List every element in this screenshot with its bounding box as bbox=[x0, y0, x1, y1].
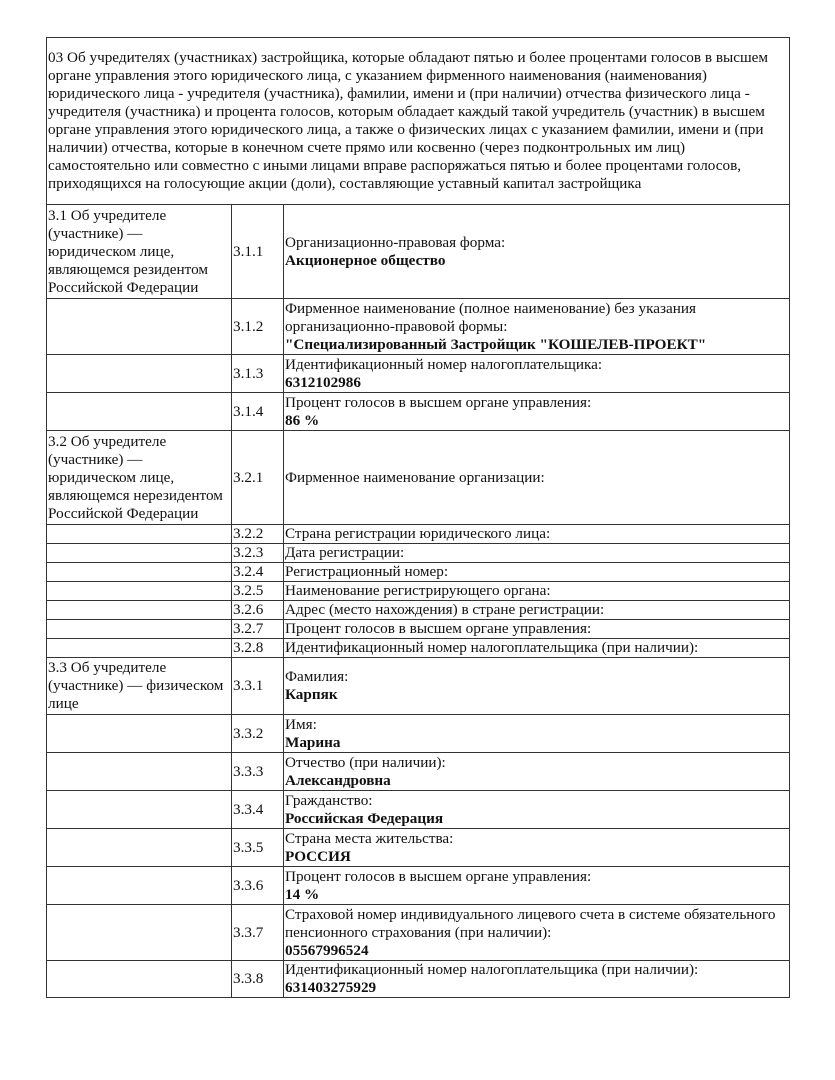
field-value: Российская Федерация bbox=[285, 809, 444, 827]
field-label: Фамилия: bbox=[285, 668, 349, 685]
field-value: РОССИЯ bbox=[285, 847, 351, 865]
row-content bbox=[284, 829, 790, 867]
empty-cell bbox=[47, 620, 232, 639]
row-content bbox=[284, 393, 790, 431]
section-title-3-1: 3.1 Об учредителе (участнике) — юридическом лице, являющемся резидентом Российской Федерации bbox=[47, 205, 232, 299]
empty-cell bbox=[47, 753, 232, 791]
field-label: Гражданство: bbox=[285, 791, 373, 809]
field-label: Идентификационный номер налогоплательщика (при наличии): bbox=[285, 961, 699, 978]
field-value: 05567996524 bbox=[285, 941, 369, 959]
row-number: 3.2.3 bbox=[232, 544, 284, 563]
field-label: Процент голосов в высшем органе управления: bbox=[285, 393, 592, 411]
row-content bbox=[284, 867, 790, 905]
field-label: Фирменное наименование (полное наименование) без указания организационно-правовой формы: bbox=[285, 299, 696, 335]
section-title-3-3: 3.3 Об учредителе (участнике) — физическом лице bbox=[47, 658, 232, 715]
row-number: 3.1.3 bbox=[232, 355, 284, 393]
row-content bbox=[284, 905, 790, 961]
empty-cell bbox=[47, 563, 232, 582]
empty-cell bbox=[47, 905, 232, 961]
field-label: Регистрационный номер: bbox=[284, 563, 790, 582]
table-row bbox=[47, 601, 790, 620]
table-row bbox=[47, 582, 790, 601]
row-number: 3.3.4 bbox=[232, 791, 284, 829]
row-number: 3.3.2 bbox=[232, 715, 284, 753]
table-row bbox=[47, 715, 790, 753]
empty-cell bbox=[47, 791, 232, 829]
table-row bbox=[47, 867, 790, 905]
founders-table bbox=[46, 37, 790, 998]
row-number: 3.1.1 bbox=[232, 205, 284, 299]
table-row bbox=[47, 639, 790, 658]
empty-cell bbox=[47, 393, 232, 431]
field-value: "Специализированный Застройщик "КОШЕЛЕВ-ПРОЕКТ" bbox=[285, 335, 707, 353]
field-value: 14 % bbox=[285, 885, 320, 903]
field-label: Страховой номер индивидуального лицевого счета в системе обязательного пенсионного страхования (при наличии): bbox=[285, 905, 776, 941]
row-content bbox=[284, 715, 790, 753]
field-label: Фирменное наименование организации: bbox=[285, 468, 545, 486]
row-content bbox=[284, 658, 790, 715]
row-number: 3.2.1 bbox=[232, 431, 284, 525]
row-number: 3.3.5 bbox=[232, 829, 284, 867]
table-row bbox=[47, 791, 790, 829]
row-content bbox=[284, 355, 790, 393]
empty-cell bbox=[47, 525, 232, 544]
field-value: Марина bbox=[285, 733, 341, 751]
field-label: Идентификационный номер налогоплательщика (при наличии): bbox=[284, 639, 790, 658]
table-row bbox=[47, 905, 790, 961]
table-row bbox=[47, 205, 790, 299]
field-label: Адрес (место нахождения) в стране регистрации: bbox=[284, 601, 790, 620]
section-header: 03 Об учредителях (участниках) застройщика, которые обладают пятью и более процентами голосов в высшем органе управления этого юридического лица, с указанием фирменного наименования (наименования) юридического лица - учредителя (участника), фамилии, имени и (при наличии) отчества физического лица - учредителя (участника) и процента голосов, которым обладает каждый такой учредитель (участник) в высшем органе управления этого юридического лица, а также о физических лицах с указанием фамилии, имени и (при наличии) отчества, которые в конечном счете прямо или косвенно (через подконтрольных им лиц) самостоятельно или совместно с иными лицами вправе распоряжаться пятью и более процентами голосов, приходящихся на голосующие акции (доли), составляющие уставный капитал застройщика bbox=[47, 38, 790, 205]
table-row bbox=[47, 753, 790, 791]
row-content bbox=[284, 791, 790, 829]
table-row bbox=[47, 299, 790, 355]
field-value: Александровна bbox=[285, 771, 391, 789]
field-label: Процент голосов в высшем органе управления: bbox=[284, 620, 790, 639]
field-value: 6312102986 bbox=[285, 373, 361, 391]
row-number: 3.2.5 bbox=[232, 582, 284, 601]
row-content bbox=[284, 961, 790, 998]
table-row bbox=[47, 563, 790, 582]
table-row bbox=[47, 658, 790, 715]
row-number: 3.3.8 bbox=[232, 961, 284, 998]
field-label: Имя: bbox=[285, 715, 317, 733]
row-number: 3.2.4 bbox=[232, 563, 284, 582]
field-value: 631403275929 bbox=[285, 979, 377, 996]
field-label: Идентификационный номер налогоплательщика: bbox=[285, 355, 603, 373]
row-number: 3.3.6 bbox=[232, 867, 284, 905]
field-label: Страна регистрации юридического лица: bbox=[284, 525, 790, 544]
field-value: Карпяк bbox=[285, 686, 338, 703]
empty-cell bbox=[47, 829, 232, 867]
empty-cell bbox=[47, 544, 232, 563]
row-number: 3.3.1 bbox=[232, 658, 284, 715]
table-row bbox=[47, 544, 790, 563]
row-number: 3.1.2 bbox=[232, 299, 284, 355]
table-row bbox=[47, 431, 790, 525]
field-label: Отчество (при наличии): bbox=[285, 753, 446, 771]
table-row bbox=[47, 393, 790, 431]
row-number: 3.2.2 bbox=[232, 525, 284, 544]
row-number: 3.2.6 bbox=[232, 601, 284, 620]
table-row bbox=[47, 355, 790, 393]
empty-cell bbox=[47, 715, 232, 753]
field-label: Организационно-правовая форма: bbox=[285, 233, 506, 251]
row-content bbox=[284, 299, 790, 355]
row-number: 3.3.3 bbox=[232, 753, 284, 791]
table-row bbox=[47, 829, 790, 867]
table-row bbox=[47, 620, 790, 639]
row-content bbox=[284, 431, 790, 525]
row-number: 3.1.4 bbox=[232, 393, 284, 431]
table-row bbox=[47, 525, 790, 544]
field-value: Акционерное общество bbox=[285, 251, 446, 269]
field-label: Процент голосов в высшем органе управления: bbox=[285, 867, 592, 885]
row-content bbox=[284, 753, 790, 791]
empty-cell bbox=[47, 961, 232, 998]
header-row bbox=[47, 38, 790, 205]
empty-cell bbox=[47, 867, 232, 905]
empty-cell bbox=[47, 601, 232, 620]
empty-cell bbox=[47, 582, 232, 601]
empty-cell bbox=[47, 299, 232, 355]
field-label: Наименование регистрирующего органа: bbox=[284, 582, 790, 601]
section-title-3-2: 3.2 Об учредителе (участнике) — юридическом лице, являющемся нерезидентом Российской Федерации bbox=[47, 431, 232, 525]
row-number: 3.2.7 bbox=[232, 620, 284, 639]
row-content bbox=[284, 205, 790, 299]
empty-cell bbox=[47, 639, 232, 658]
empty-cell bbox=[47, 355, 232, 393]
row-number: 3.2.8 bbox=[232, 639, 284, 658]
field-label: Страна места жительства: bbox=[285, 829, 454, 847]
table-row bbox=[47, 961, 790, 998]
field-value: 86 % bbox=[285, 411, 320, 429]
row-number: 3.3.7 bbox=[232, 905, 284, 961]
field-label: Дата регистрации: bbox=[284, 544, 790, 563]
